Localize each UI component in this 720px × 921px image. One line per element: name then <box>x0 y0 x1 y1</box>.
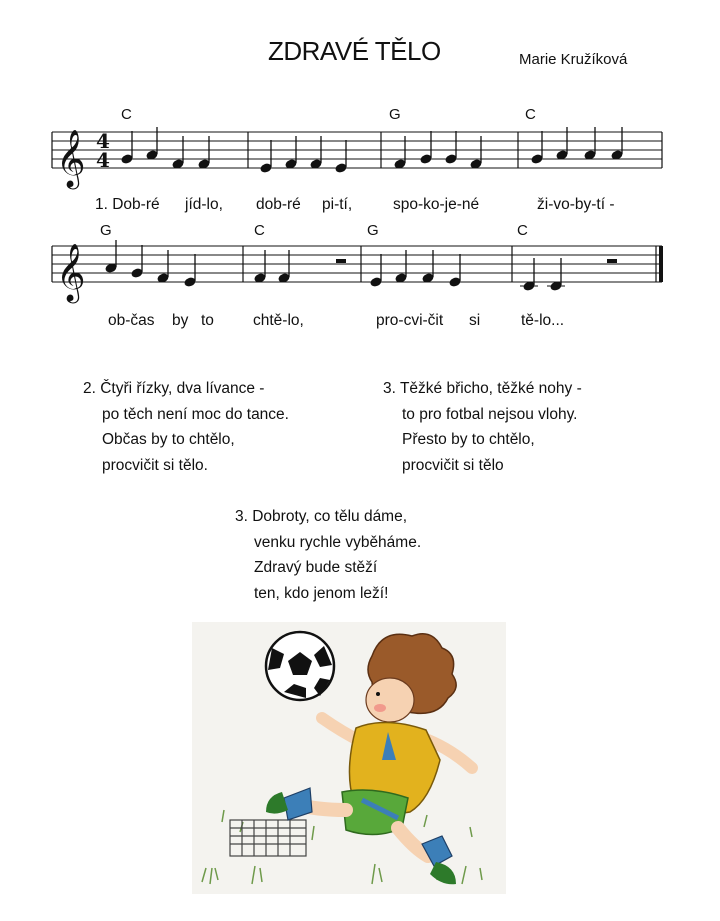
chord-label: C <box>254 222 265 239</box>
quarter-note <box>549 258 562 292</box>
verse-line: procvičit si tělo. <box>102 456 208 474</box>
boy-kicking-soccer-ball-illustration <box>192 622 506 894</box>
lyric: to <box>201 312 214 329</box>
verse-2 <box>83 376 289 478</box>
verse-line: Přesto by to chtělo, <box>402 431 535 448</box>
lyric: tě-lo... <box>521 312 565 329</box>
quarter-note <box>448 254 461 288</box>
verse-3b <box>235 504 421 606</box>
quarter-note <box>259 140 272 174</box>
chord-label: C <box>517 222 528 239</box>
lyric: si <box>469 312 481 329</box>
lyric: pi-tí, <box>322 196 353 213</box>
staff-1 <box>52 132 662 168</box>
quarter-note <box>183 254 196 288</box>
verse-line: 3. Těžké břicho, těžké nohy - <box>383 380 582 397</box>
lyric: chtě-lo, <box>253 312 304 329</box>
lyric: pro-cvi-čit <box>376 312 444 329</box>
lyric: dob-ré <box>256 196 301 213</box>
verse-line: 2. Čtyři řízky, dva lívance - <box>83 380 265 397</box>
soccer-ball-icon <box>266 632 334 700</box>
treble-clef-icon: 𝄞 <box>56 129 86 187</box>
quarter-note <box>522 258 535 292</box>
time-signature-top: 4 <box>96 129 110 153</box>
quarter-note <box>130 245 143 279</box>
notes-staff-2 <box>104 240 565 292</box>
quarter-note <box>120 131 133 165</box>
song-title: ZDRAVÉ TĚLO <box>268 36 441 66</box>
lyric: jíd-lo, <box>185 196 223 213</box>
song-author: Marie Kružíková <box>519 51 628 68</box>
verse-3a <box>383 376 582 478</box>
lyric: spo-ko-je-né <box>393 196 480 213</box>
quarter-note <box>369 254 382 288</box>
staff-2 <box>52 246 662 282</box>
chord-label: C <box>525 106 536 123</box>
verse-line: venku rychle vyběháme. <box>254 533 422 551</box>
verse-line: Zdravý bude stěží <box>254 559 378 576</box>
chord-label: C <box>121 106 132 123</box>
quarter-note <box>334 140 347 174</box>
lyric: ži-vo-by-tí - <box>537 196 615 213</box>
treble-clef-icon: 𝄞 <box>56 243 86 301</box>
verse-line: Občas by to chtělo, <box>102 431 235 448</box>
lyric: 1. Dob-ré <box>95 196 160 213</box>
chord-label: G <box>367 222 379 239</box>
lyric: ob-čas <box>108 312 155 329</box>
quarter-note <box>104 240 117 274</box>
quarter-note <box>444 131 457 165</box>
music-score <box>0 0 720 340</box>
lyric: by <box>172 312 189 329</box>
quarter-note <box>530 131 543 165</box>
verse-line: po těch není moc do tance. <box>102 405 289 423</box>
half-rest <box>607 259 617 263</box>
verse-line: procvičit si tělo <box>402 456 504 474</box>
verse-line: to pro fotbal nejsou vlohy. <box>402 405 578 423</box>
time-signature-bottom: 4 <box>96 148 110 172</box>
half-rest <box>336 259 346 263</box>
final-barline <box>659 246 663 282</box>
chord-label: G <box>389 106 401 123</box>
chord-label: G <box>100 222 112 239</box>
verse-line: ten, kdo jenom leží! <box>254 584 389 602</box>
quarter-note <box>419 131 432 165</box>
verse-line: 3. Dobroty, co tělu dáme, <box>235 508 408 525</box>
